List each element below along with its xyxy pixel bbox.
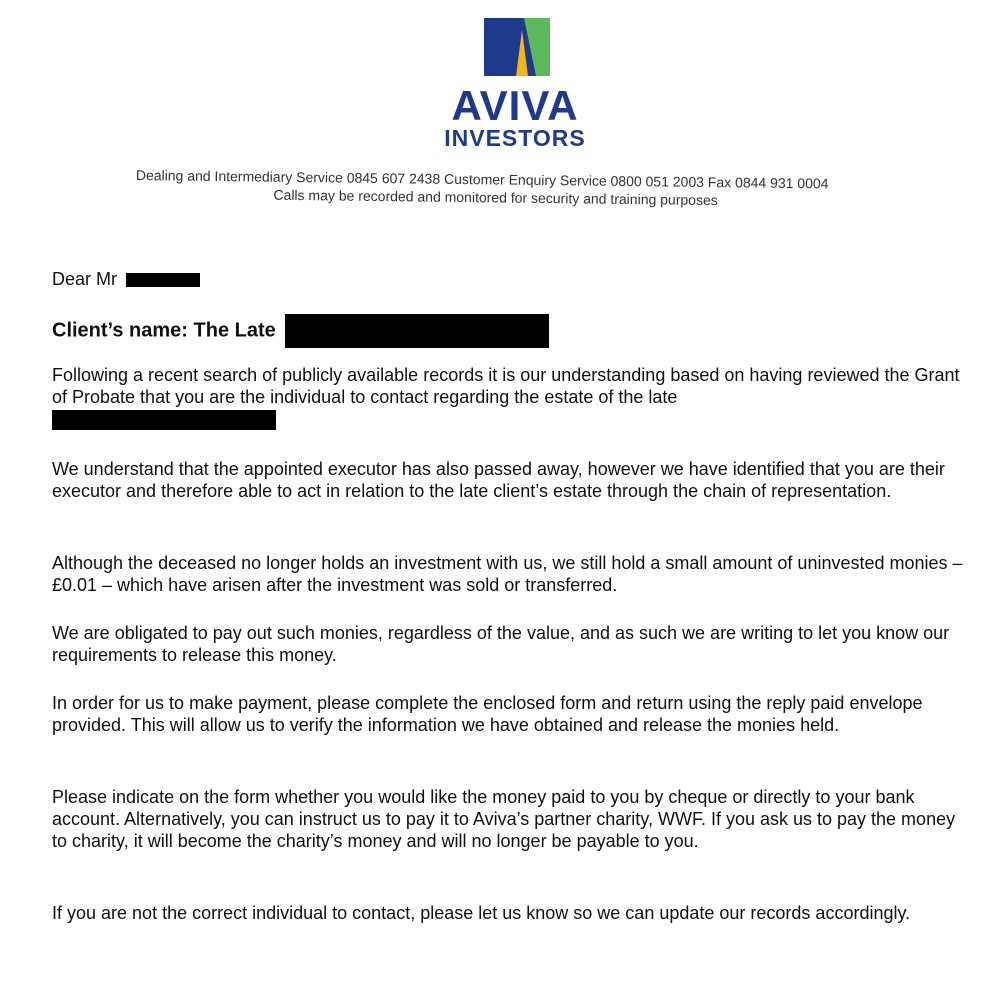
redaction-bar [52, 410, 276, 430]
paragraph-6: Please indicate on the form whether you would like the money paid to you by cheque or directly to your bank account. Alternatively, you can instruct us to pay it to Aviva’s partner charity, WWF. If you ask us to pay the money to charity, it will become the charity’s money and will no longer be payable to you. [52, 787, 956, 851]
salutation-text: Dear Mr [52, 269, 118, 289]
paragraph-1 [52, 364, 972, 430]
contact-line: Dealing and Intermediary Service 0845 607 2438 Customer Enquiry Service 0800 051 2003 Fax 0844 931 0004 [135, 166, 829, 192]
paragraph-5: In order for us to make payment, please complete the enclosed form and return using the reply paid envelope provided. This will allow us to verify the information we have obtained and release the monies held. [52, 693, 923, 735]
recording-notice: Calls may be recorded and monitored for security and training purposes [273, 186, 718, 209]
paragraph-1-text: Following a recent search of publicly available records it is our understanding based on having reviewed the Grant of Probate that you are the individual to contact regarding the estate of the late [52, 365, 960, 407]
client-label: Client’s name: The Late [52, 319, 276, 342]
paragraph-7: If you are not the correct individual to contact, please let us know so we can update our records accordingly. [52, 903, 911, 923]
redaction-bar [285, 314, 549, 348]
paragraph-2: We understand that the appointed executor has also passed away, however we have identified that you are their executor and therefore able to act in relation to the late client’s estate through the chain of representation. [52, 459, 945, 501]
paragraph-3: Although the deceased no longer holds an investment with us, we still hold a small amount of uninvested monies – £0.01 – which have arisen after the investment was sold or transferred. [52, 553, 963, 595]
contact-block [0, 0, 1000, 212]
salutation [52, 268, 972, 290]
client-name-heading [52, 314, 972, 348]
brand-subtitle: INVESTORS [444, 125, 586, 151]
redaction-bar [126, 273, 200, 287]
brand-name: AVIVA [451, 82, 579, 129]
paragraph-4: We are obligated to pay out such monies, regardless of the value, and as such we are writing to let you know our requirements to release this money. [52, 623, 950, 665]
